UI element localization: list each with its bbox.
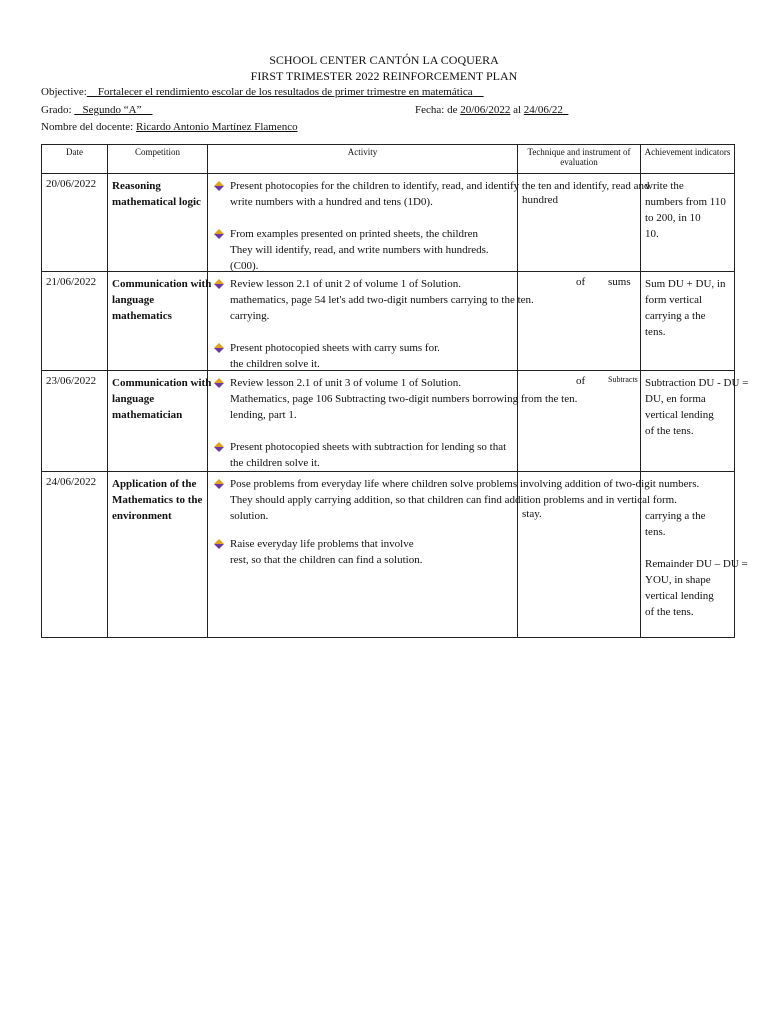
arrow-bullet-icon (214, 229, 224, 239)
technique-text: hundred (522, 194, 559, 206)
date-range (415, 104, 568, 116)
achievement-line: to 200, in 10 (645, 212, 701, 224)
activity-line: Review lesson 2.1 of unit 2 of volume 1 of Solution. (230, 278, 461, 290)
arrow-bullet-icon (214, 539, 224, 549)
activity-cell (208, 371, 578, 472)
technique-text: of (576, 276, 586, 288)
activity-line: Raise everyday life problems that involve (230, 538, 414, 550)
competition-cell (108, 272, 212, 371)
technique-text: sums (608, 276, 631, 288)
activity-line: carrying. (230, 310, 270, 322)
competition-line: language (112, 393, 155, 405)
technique-text: of (576, 375, 586, 387)
plan-title: FIRST TRIMESTER 2022 REINFORCEMENT PLAN (250, 69, 518, 83)
date-cell (42, 174, 108, 272)
teacher-value: Ricardo Antonio Martínez Flamenco (136, 121, 298, 133)
achievement-line: form vertical (645, 294, 703, 306)
competition-line: mathematician (112, 409, 183, 421)
competition-line: environment (112, 510, 172, 522)
grade-label: Grado: (41, 104, 72, 116)
competition-line: Reasoning (112, 180, 161, 192)
achievement-cell (641, 174, 735, 272)
row-date: 20/06/2022 (46, 178, 97, 190)
table-row (42, 272, 735, 371)
achievement-line: 10. (645, 228, 659, 240)
activity-line: Review lesson 2.1 of unit 3 of volume 1 of Solution. (230, 377, 461, 389)
achievement-line: vertical lending (645, 590, 714, 602)
achievement-cell (641, 472, 748, 638)
activity-line: mathematics, page 54 let's add two-digit numbers carrying to the ten. (230, 294, 534, 306)
row-date: 24/06/2022 (46, 476, 97, 488)
activity-line: the children solve it. (230, 358, 320, 370)
achievement-line: Sum DU + DU, in (645, 278, 726, 290)
date-cell (42, 272, 108, 371)
date-to: 24/06/22 (523, 104, 563, 116)
achievement-line: tens. (645, 326, 666, 338)
teacher-label: Nombre del docente: (41, 121, 134, 133)
header-technique: Technique and instrument of evaluation (518, 145, 641, 174)
achievement-line: carrying a the (645, 510, 706, 522)
arrow-bullet-icon (214, 479, 224, 489)
reinforcement-plan-table (41, 144, 749, 638)
table-row (42, 174, 735, 272)
row-date: 21/06/2022 (46, 276, 97, 288)
objective-line (41, 86, 484, 98)
activity-line: lending, part 1. (230, 409, 297, 421)
arrow-bullet-icon (214, 279, 224, 289)
competition-line: mathematics (112, 310, 172, 322)
activity-line: They will identify, read, and write numbers with hundreds. (230, 244, 489, 256)
activity-item (230, 536, 422, 568)
technique-text: Subtracts (608, 375, 638, 384)
activity-line: Present photocopies for the children to identify, read, and identify the ten and identify, read and (230, 180, 650, 192)
arrow-bullet-icon (214, 181, 224, 191)
arrow-bullet-icon (214, 442, 224, 452)
arrow-bullet-icon (214, 343, 224, 353)
date-from: 20/06/2022 (460, 104, 511, 116)
achievement-line: YOU, in shape (645, 574, 711, 586)
arrow-bullet-icon (214, 378, 224, 388)
technique-text: stay. (522, 508, 542, 520)
competition-line: Communication with (112, 377, 212, 389)
competition-line: language (112, 294, 155, 306)
competition-line: Application of the (112, 478, 197, 490)
header-competition: Competition (108, 145, 208, 174)
achievement-line: DU, en forma (645, 393, 706, 405)
achievement-line: tens. (645, 526, 666, 538)
activity-item (230, 276, 534, 324)
date-cell (42, 371, 108, 472)
date-mid: al (513, 104, 522, 116)
activity-line: solution. (230, 510, 269, 522)
achievement-line: vertical lending (645, 409, 714, 421)
activity-cell (208, 174, 650, 272)
achievement-line: of the tens. (645, 425, 694, 437)
activity-line: They should apply carrying addition, so that children can find addition problems and in vertical form. (230, 494, 677, 506)
achievement-cell (641, 371, 749, 472)
activity-line: rest, so that the children can find a solution. (230, 554, 423, 566)
technique-cell (518, 371, 641, 472)
competition-line: Mathematics to the (112, 494, 203, 506)
achievement-line: carrying a the (645, 310, 706, 322)
date-label: Fecha: de (415, 104, 458, 116)
grade-value: Segundo “A” (82, 104, 142, 116)
technique-cell (518, 272, 641, 371)
competition-line: mathematical logic (112, 196, 201, 208)
activity-line: From examples presented on printed sheets, the children (230, 228, 479, 240)
achievement-line: write the (645, 180, 684, 192)
table-header-row (42, 145, 735, 174)
date-cell (42, 472, 108, 638)
activity-item (230, 226, 489, 274)
header-activity: Activity (208, 145, 518, 174)
technique-cell (518, 174, 641, 272)
activity-line: Pose problems from everyday life where children solve problems involving addition of two-digit numbers. (230, 478, 700, 490)
activity-cell (208, 272, 534, 371)
activity-line: the children solve it. (230, 457, 320, 469)
technique-cell (518, 472, 641, 638)
teacher-line (41, 121, 298, 133)
achievement-line: Remainder DU – DU = (645, 558, 748, 570)
activity-line: Mathematics, page 106 Subtracting two-digit numbers borrowing from the ten. (230, 393, 578, 405)
achievement-line: numbers from 110 (645, 196, 726, 208)
activity-line: (C00). (230, 260, 259, 272)
activity-item (230, 439, 506, 471)
table-row (42, 371, 735, 472)
header-date: Date (42, 145, 108, 174)
achievement-line: Subtraction DU - DU = (645, 377, 749, 389)
header-achievement: Achievement indicators (641, 145, 735, 174)
competition-line: Communication with (112, 278, 212, 290)
table-row (42, 472, 735, 638)
objective-label: Objective: (41, 86, 87, 98)
grade-line (41, 104, 153, 116)
school-name: SCHOOL CENTER CANTÓN LA COQUERA (269, 53, 499, 67)
achievement-cell (641, 272, 735, 371)
activity-item (230, 340, 440, 372)
objective-value: Fortalecer el rendimiento escolar de los resultados de primer trimestre en matemática (97, 86, 473, 98)
activity-line: Present photocopied sheets with carry sums for. (230, 342, 440, 354)
activity-line: Present photocopied sheets with subtraction for lending so that (230, 441, 507, 453)
competition-cell (108, 472, 208, 638)
row-date: 23/06/2022 (46, 375, 97, 387)
achievement-line: of the tens. (645, 606, 694, 618)
competition-cell (108, 174, 208, 272)
competition-cell (108, 371, 212, 472)
activity-line: write numbers with a hundred and tens (1D0). (230, 196, 433, 208)
